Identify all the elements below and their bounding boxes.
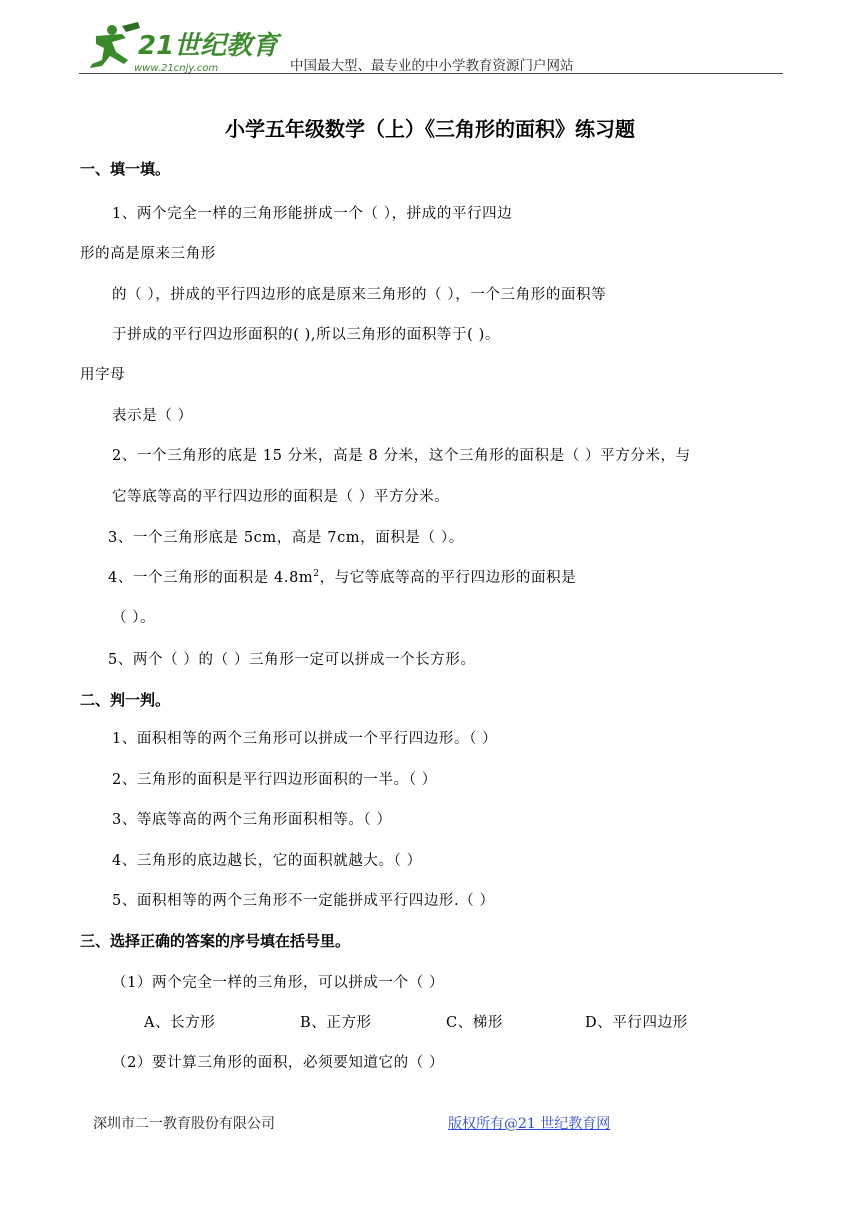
question-line: 形的高是原来三角形 (80, 246, 216, 262)
judgement-line: 2、三角形的面积是平行四边形面积的一半。（ ） (112, 772, 437, 788)
logo-url: www.21cnjy.com (134, 63, 219, 74)
question-line: 它等底等高的平行四边形的面积是（ ）平方分米。 (112, 489, 450, 505)
footer-copyright-link[interactable]: 版权所有@21 世纪教育网 (448, 1116, 611, 1132)
choice-option: A、长方形 (144, 1015, 216, 1031)
header-divider (79, 73, 783, 74)
question-line: 1、两个完全一样的三角形能拼成一个（ ），拼成的平行四边 (112, 206, 513, 222)
question-line: 用字母 (80, 367, 126, 383)
header-tagline: 中国最大型、最专业的中小学教育资源门户网站 (290, 58, 574, 74)
judgement-line: 1、面积相等的两个三角形可以拼成一个平行四边形。（ ） (112, 731, 498, 747)
question-line: 的（ ），拼成的平行四边形的底是原来三角形的（ ），一个三角形的面积等 (112, 287, 607, 303)
runner-icon (90, 22, 140, 68)
question-text: 4、一个三角形的面积是 4.8m (108, 570, 314, 586)
choice-question: （2）要计算三角形的面积，必须要知道它的（ ） (112, 1055, 445, 1071)
choice-option: B、正方形 (300, 1015, 372, 1031)
question-line: 表示是（ ） (112, 408, 193, 424)
question-text: ，与它等底等高的平行四边形的面积是 (319, 570, 577, 586)
question-line: 于拼成的平行四边形面积的( ),所以三角形的面积等于( )。 (112, 327, 500, 343)
logo-text: 21世纪教育 (138, 31, 279, 61)
footer-company: 深圳市二一教育股份有限公司 (93, 1116, 275, 1132)
section-heading-3: 三、选择正确的答案的序号填在括号里。 (80, 932, 351, 950)
choice-option: D、平行四边形 (585, 1015, 688, 1031)
choice-option: C、梯形 (446, 1015, 503, 1031)
question-line: 5、两个（ ）的（ ）三角形一定可以拼成一个长方形。 (108, 652, 476, 668)
judgement-line: 3、等底等高的两个三角形面积相等。（ ） (112, 812, 392, 828)
site-logo (82, 22, 282, 74)
question-line (108, 566, 576, 587)
judgement-line: 5、面积相等的两个三角形不一定能拼成平行四边形.（ ） (112, 893, 495, 909)
question-line: （ ）。 (112, 610, 156, 626)
page-title: 小学五年级数学（上）《三角形的面积》练习题 (225, 117, 635, 141)
judgement-line: 4、三角形的底边越长，它的面积就越大。（ ） (112, 853, 422, 869)
choice-question: （1）两个完全一样的三角形，可以拼成一个（ ） (112, 975, 445, 991)
question-line: 2、一个三角形的底是 15 分米，高是 8 分米，这个三角形的面积是（ ）平方分米，与 (112, 448, 691, 464)
section-heading-2: 二、判一判。 (80, 691, 171, 709)
superscript: 2 (313, 569, 320, 580)
question-line: 3、一个三角形底是 5cm，高是 7cm，面积是（ ）。 (108, 530, 464, 546)
section-heading-1: 一、填一填。 (80, 160, 171, 178)
